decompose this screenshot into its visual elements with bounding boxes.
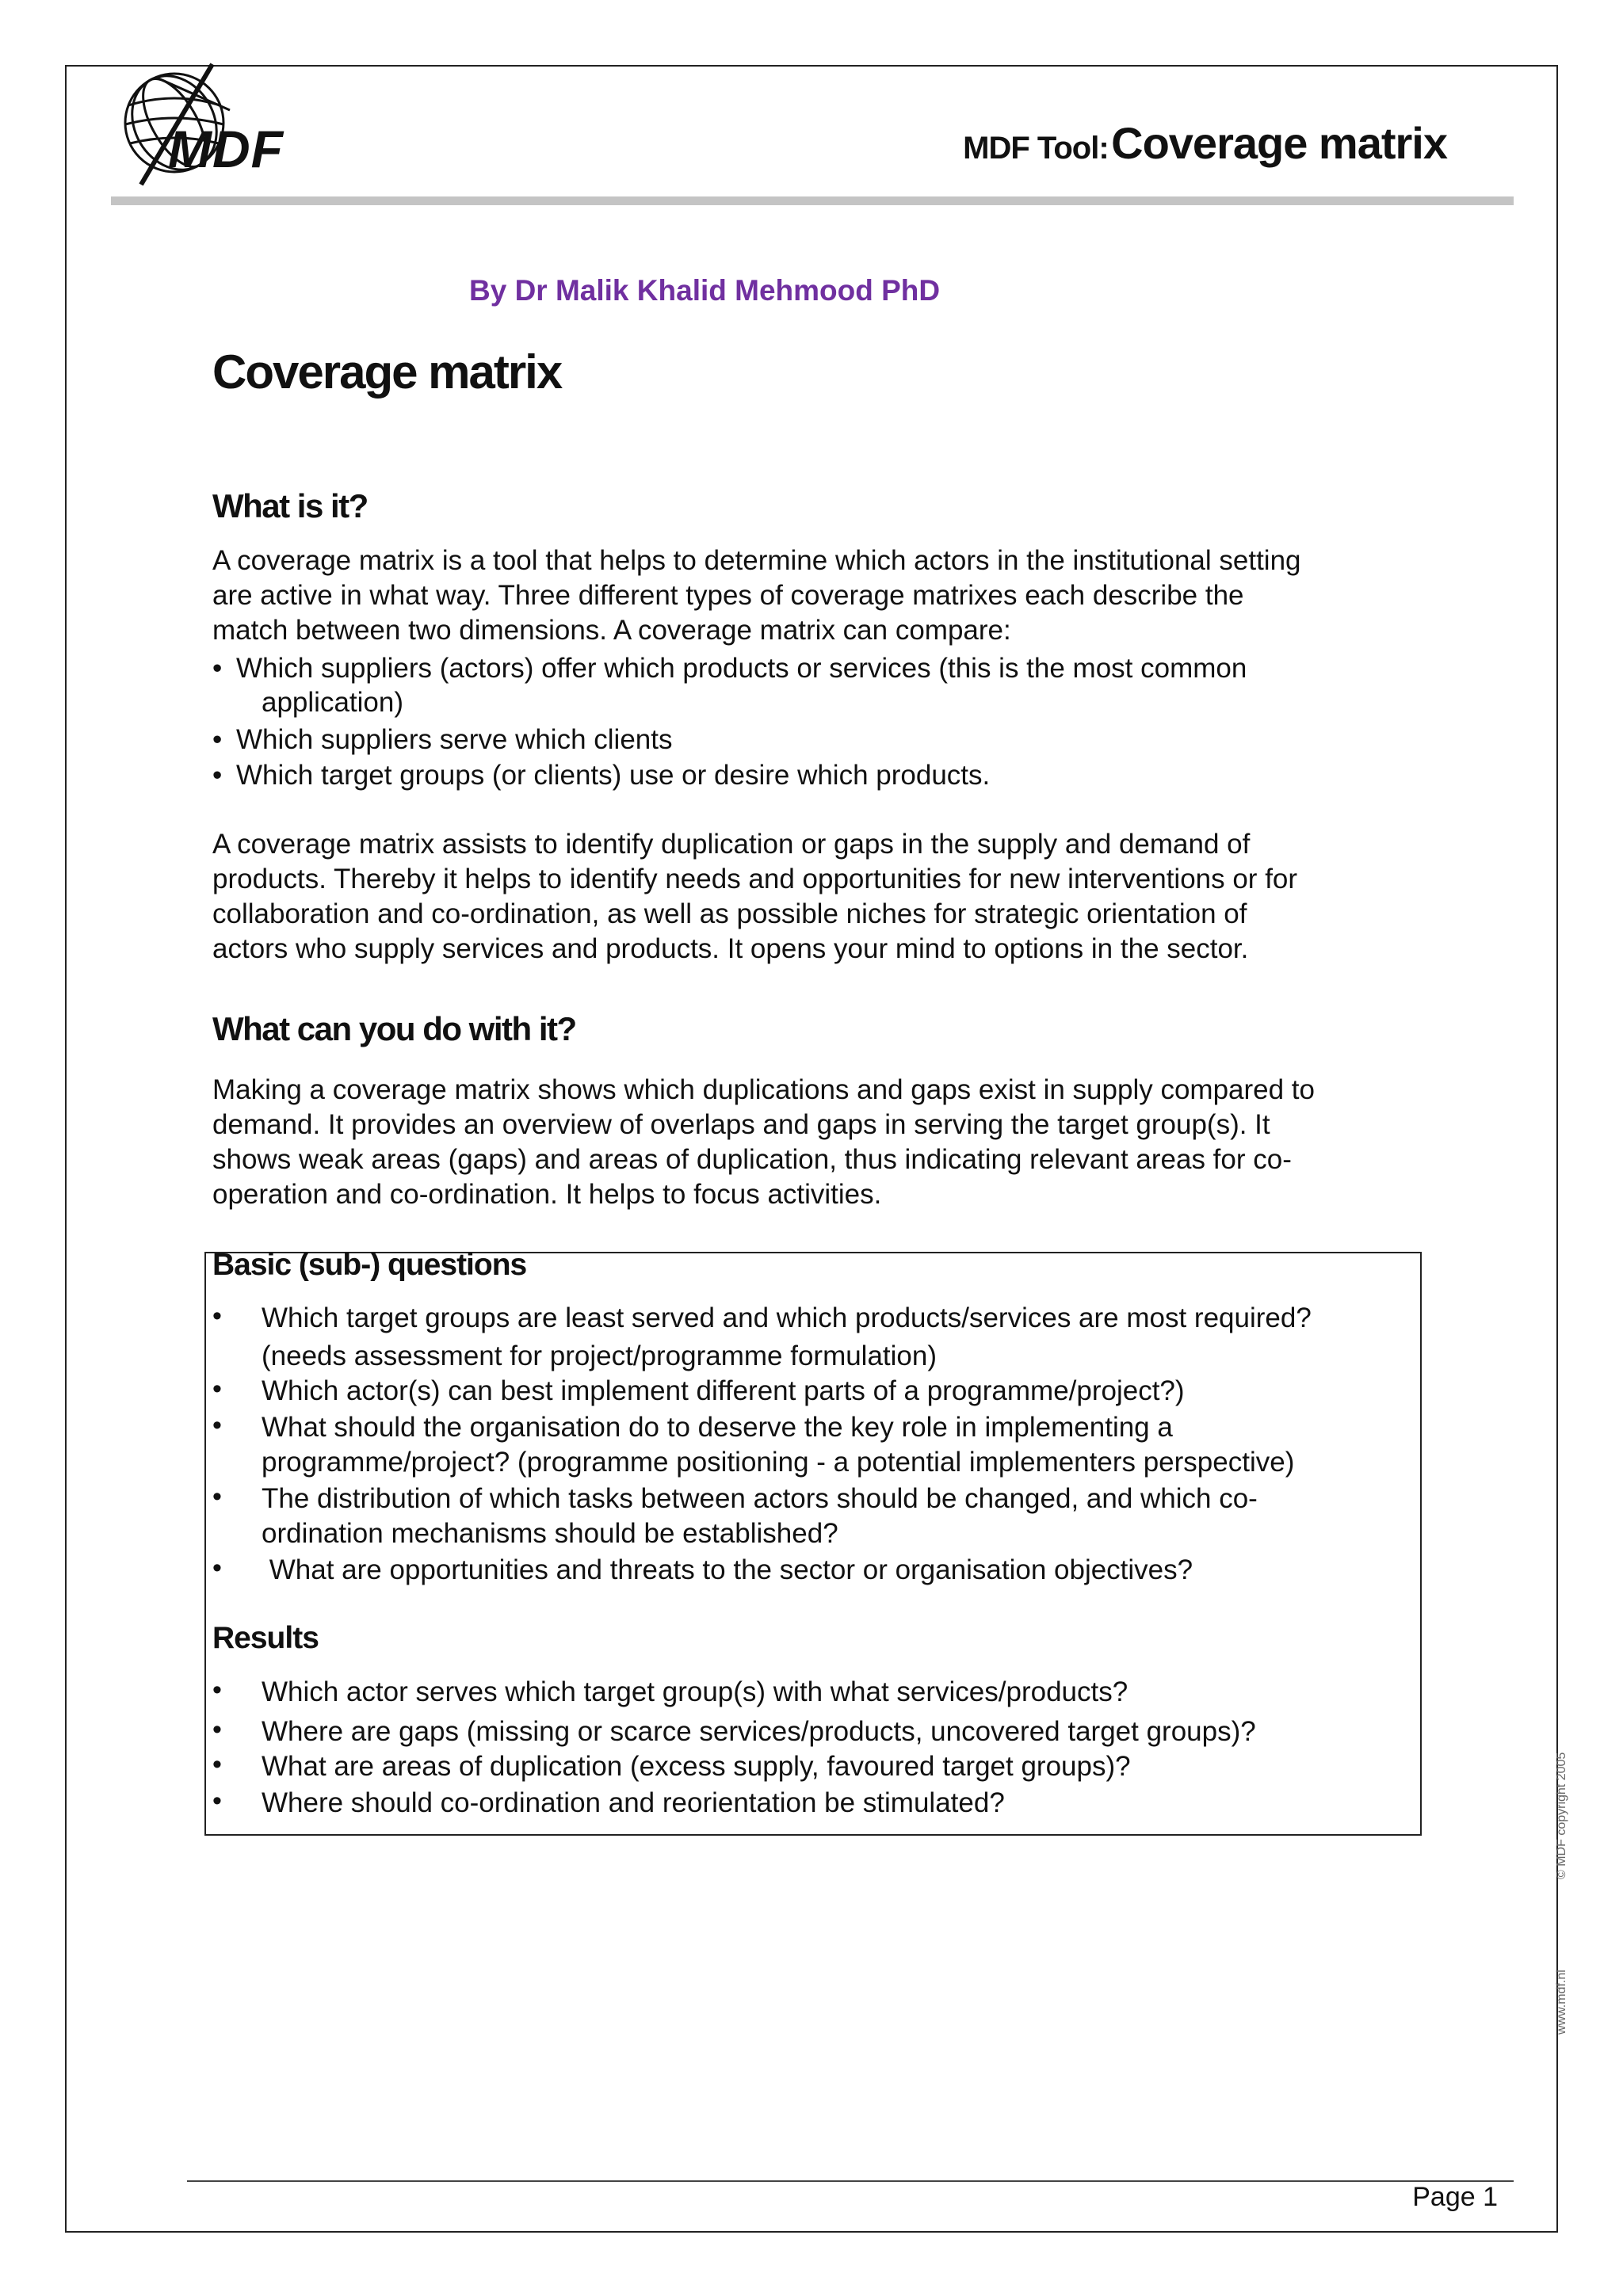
- bullet-icon: •: [212, 653, 223, 684]
- text-line: Making a coverage matrix shows which duplications and gaps exist in supply compared to: [212, 1074, 1315, 1105]
- bullet-icon: •: [212, 1786, 222, 1816]
- document-title: Coverage matrix: [212, 345, 562, 399]
- text-line: are active in what way. Three different types of coverage matrixes each describe the: [212, 580, 1244, 611]
- page-number: Page 1: [1412, 2182, 1498, 2212]
- bullet-icon: •: [212, 1675, 222, 1705]
- question-line-continuation: programme/project? (programme positioning - a potential implementers perspective): [262, 1447, 1295, 1478]
- text-line: shows weak areas (gaps) and areas of duplication, thus indicating relevant areas for co-: [212, 1144, 1292, 1175]
- text-line: operation and co-ordination. It helps to focus activities.: [212, 1179, 882, 1210]
- question-line-continuation: ordination mechanisms should be established?: [262, 1518, 838, 1549]
- question-line-continuation: (needs assessment for project/programme formulation): [262, 1341, 938, 1371]
- list-item: • Which target groups (or clients) use or desire which products.: [212, 758, 990, 793]
- question-line: What should the organisation do to deserve the key role in implementing a: [262, 1412, 1173, 1443]
- what-is-it-intro: [212, 543, 1301, 648]
- bullet-icon: •: [212, 1553, 222, 1583]
- question-line: Which actor(s) can best implement different parts of a programme/project?): [262, 1375, 1185, 1406]
- copyright-vertical-text: © MDF copyright 2005: [1555, 1752, 1568, 1879]
- result-line: What are areas of duplication (excess supply, favoured target groups)?: [262, 1751, 1131, 1782]
- list-item: • Which suppliers serve which clients: [212, 723, 672, 757]
- results-heading: Results: [212, 1621, 319, 1655]
- bullet-icon: •: [212, 760, 223, 791]
- logo-text: MDF: [168, 120, 284, 178]
- header-tool-name: Coverage matrix: [1111, 118, 1447, 168]
- bullet-icon: •: [212, 1749, 222, 1779]
- header-divider: [111, 196, 1514, 205]
- bullet-icon: •: [212, 724, 223, 755]
- text-line: products. Thereby it helps to identify needs and opportunities for new interventions or for: [212, 864, 1298, 894]
- text-line: actors who supply services and products. It opens your mind to options in the sector.: [212, 933, 1249, 964]
- bullet-icon: •: [212, 1714, 222, 1745]
- website-vertical-text: www.mdf.nl: [1555, 1970, 1568, 2035]
- section-heading-what-can-you-do: What can you do with it?: [212, 1010, 576, 1047]
- question-line: Which target groups are least served and which products/services are most required?: [262, 1302, 1312, 1333]
- what-can-you-do-paragraph: [212, 1073, 1315, 1212]
- bullet-icon: •: [212, 1410, 222, 1440]
- what-is-it-paragraph-2: [212, 827, 1297, 967]
- result-line: Where should co-ordination and reorientation be stimulated?: [262, 1787, 1005, 1818]
- basic-questions-heading: Basic (sub-) questions: [212, 1248, 527, 1282]
- footer-divider: [187, 2180, 1514, 2182]
- result-line: Where are gaps (missing or scarce services/products, uncovered target groups)?: [262, 1716, 1256, 1747]
- text-line: A coverage matrix is a tool that helps to determine which actors in the institutional setting: [212, 545, 1301, 576]
- text-line: match between two dimensions. A coverage matrix can compare:: [212, 615, 1011, 646]
- author-line: By Dr Malik Khalid Mehmood PhD: [469, 274, 941, 307]
- header-tool-prefix: MDF Tool:: [963, 131, 1109, 166]
- bullet-icon: •: [212, 1482, 222, 1512]
- text-line: demand. It provides an overview of overlaps and gaps in serving the target group(s). It: [212, 1109, 1270, 1140]
- text-line: collaboration and co-ordination, as well as possible niches for strategic orientation of: [212, 898, 1247, 929]
- list-item: • Which suppliers (actors) offer which products or services (this is the most common: [212, 651, 1247, 686]
- bullet-icon: •: [212, 1301, 222, 1331]
- section-heading-what-is-it: What is it?: [212, 487, 368, 524]
- question-line: The distribution of which tasks between actors should be changed, and which co-: [262, 1483, 1258, 1514]
- text-line: A coverage matrix assists to identify duplication or gaps in the supply and demand of: [212, 829, 1251, 860]
- header-title: [963, 117, 1447, 169]
- bullet-icon: •: [212, 1374, 222, 1404]
- question-line: What are opportunities and threats to the sector or organisation objectives?: [262, 1554, 1193, 1585]
- result-line: Which actor serves which target group(s) with what services/products?: [262, 1676, 1128, 1707]
- list-item-continuation: application): [262, 687, 403, 718]
